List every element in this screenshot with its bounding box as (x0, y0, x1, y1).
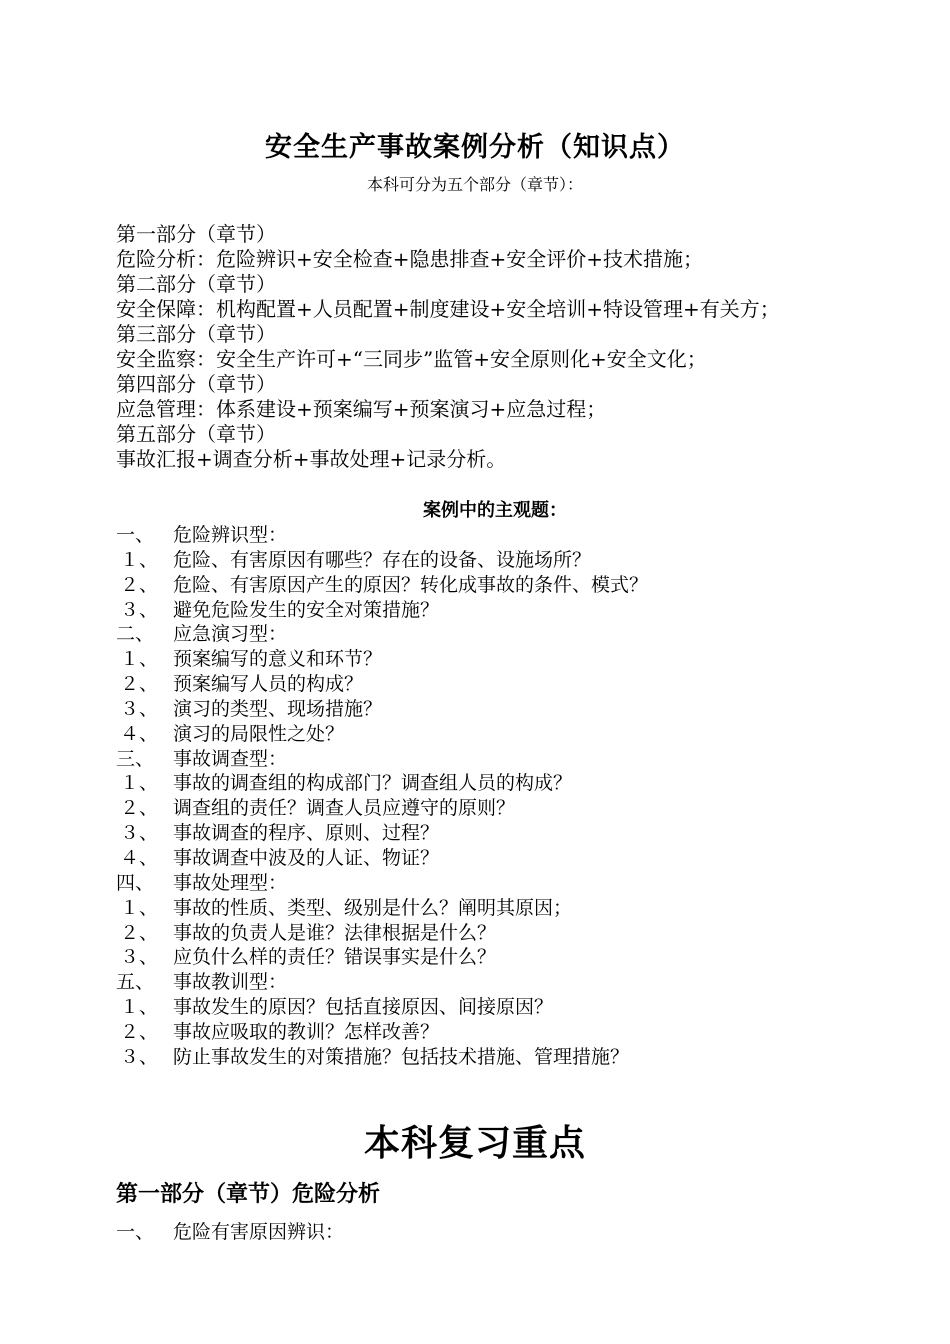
question-text: 危险辨识型： (173, 524, 288, 546)
question-category (116, 622, 896, 647)
question-number: １、 (120, 548, 159, 571)
question-text: 应急演习型： (173, 623, 288, 646)
question-number: 五、 (116, 971, 155, 994)
question-category (116, 871, 896, 896)
question-category (116, 523, 896, 548)
review-title: 本科复习重点 (363, 1122, 586, 1164)
question-item (116, 722, 896, 747)
question-item (116, 896, 896, 921)
question-number: ２、 (120, 673, 159, 696)
section-item-text: 危险有害原因辨识： (173, 1221, 345, 1243)
part-line: 危险分析：危险辨识+安全检查+隐患排查+安全评价+技术措施； (116, 247, 704, 271)
question-item (116, 1020, 896, 1045)
question-number: ２、 (120, 1020, 159, 1043)
question-text: 事故教训型： (173, 971, 288, 994)
question-text: 危险、有害原因有哪些？存在的设备、设施场所？ (173, 548, 592, 571)
question-text: 避免危险发生的安全对策措施？ (173, 598, 440, 621)
question-number: １、 (120, 896, 159, 919)
question-text: 事故调查型： (173, 747, 288, 770)
part-line: 第三部分（章节） (116, 322, 276, 346)
question-text: 事故发生的原因？包括直接原因、间接原因？ (173, 996, 554, 1019)
part-line: 第二部分（章节） (116, 272, 276, 296)
question-item (116, 697, 896, 722)
question-item (116, 945, 896, 970)
part-line: 安全监察：安全生产许可+“三同步”监管+安全原则化+安全文化； (116, 347, 707, 371)
question-text: 事故的调查组的构成部门？调查组人员的构成？ (173, 772, 573, 795)
question-number: ３、 (120, 697, 159, 720)
question-item (116, 548, 896, 573)
question-number: １、 (120, 996, 159, 1019)
part-line: 安全保障：机构配置+人员配置+制度建设+安全培训+特设管理+有关方； (116, 297, 780, 321)
section-heading: 第一部分（章节）危险分析 (116, 1181, 381, 1207)
question-text: 应负什么样的责任？错误事实是什么？ (173, 946, 497, 969)
question-number: 四、 (116, 871, 155, 894)
question-text: 预案编写的意义和环节？ (173, 648, 383, 671)
questions-heading: 案例中的主观题： (423, 500, 567, 521)
question-text: 防止事故发生的对策措施？包括技术措施、管理措施？ (173, 1045, 630, 1068)
question-item (116, 647, 896, 672)
question-text: 事故调查中波及的人证、物证？ (173, 846, 440, 869)
question-number: １、 (120, 648, 159, 671)
question-number: ２、 (120, 573, 159, 596)
question-number: 二、 (116, 623, 155, 646)
question-category (116, 970, 896, 995)
question-text: 演习的类型、现场措施？ (173, 697, 383, 720)
question-item (116, 771, 896, 796)
question-number: ３、 (120, 946, 159, 969)
question-text: 事故的性质、类型、级别是什么？阐明其原因； (173, 896, 573, 919)
question-number: １、 (120, 772, 159, 795)
question-text: 预案编写人员的构成？ (173, 673, 364, 696)
question-number: ３、 (120, 822, 159, 845)
document-subtitle: 本科可分为五个部分（章节）： (366, 175, 583, 194)
question-item (116, 1045, 896, 1070)
question-number: 三、 (116, 747, 155, 770)
part-line: 事故汇报+调查分析+事故处理+记录分析。 (116, 447, 507, 471)
question-text: 事故应吸取的教训？怎样改善？ (173, 1020, 440, 1043)
question-text: 事故调查的程序、原则、过程？ (173, 822, 440, 845)
question-item (116, 921, 896, 946)
question-item (116, 598, 896, 623)
question-number: ２、 (120, 797, 159, 820)
question-text: 演习的局限性之处？ (173, 722, 345, 745)
question-item (116, 796, 896, 821)
question-item (116, 821, 896, 846)
question-text: 危险、有害原因产生的原因？转化成事故的条件、模式？ (173, 573, 649, 596)
question-number: ２、 (120, 921, 159, 944)
part-line: 第四部分（章节） (116, 372, 276, 396)
parts-list (116, 222, 896, 472)
questions-list (116, 523, 896, 1070)
question-text: 调查组的责任？调查人员应遵守的原则？ (173, 797, 516, 820)
document-title: 安全生产事故案例分析（知识点） (265, 132, 685, 163)
question-number: ３、 (120, 1045, 159, 1068)
question-number: ４、 (120, 846, 159, 869)
part-line: 第一部分（章节） (116, 222, 276, 246)
question-number: ４、 (120, 722, 159, 745)
question-text: 事故处理型： (173, 871, 288, 894)
question-item (116, 846, 896, 871)
question-number: 一、 (116, 524, 155, 546)
question-item (116, 672, 896, 697)
section-item (116, 1219, 344, 1245)
question-category (116, 747, 896, 772)
part-line: 第五部分（章节） (116, 422, 276, 446)
part-line: 应急管理：体系建设+预案编写+预案演习+应急过程； (116, 397, 607, 421)
question-number: ３、 (120, 598, 159, 621)
section-item-number: 一、 (116, 1221, 155, 1243)
question-item (116, 573, 896, 598)
question-item (116, 995, 896, 1020)
question-text: 事故的负责人是谁？法律根据是什么？ (173, 921, 497, 944)
